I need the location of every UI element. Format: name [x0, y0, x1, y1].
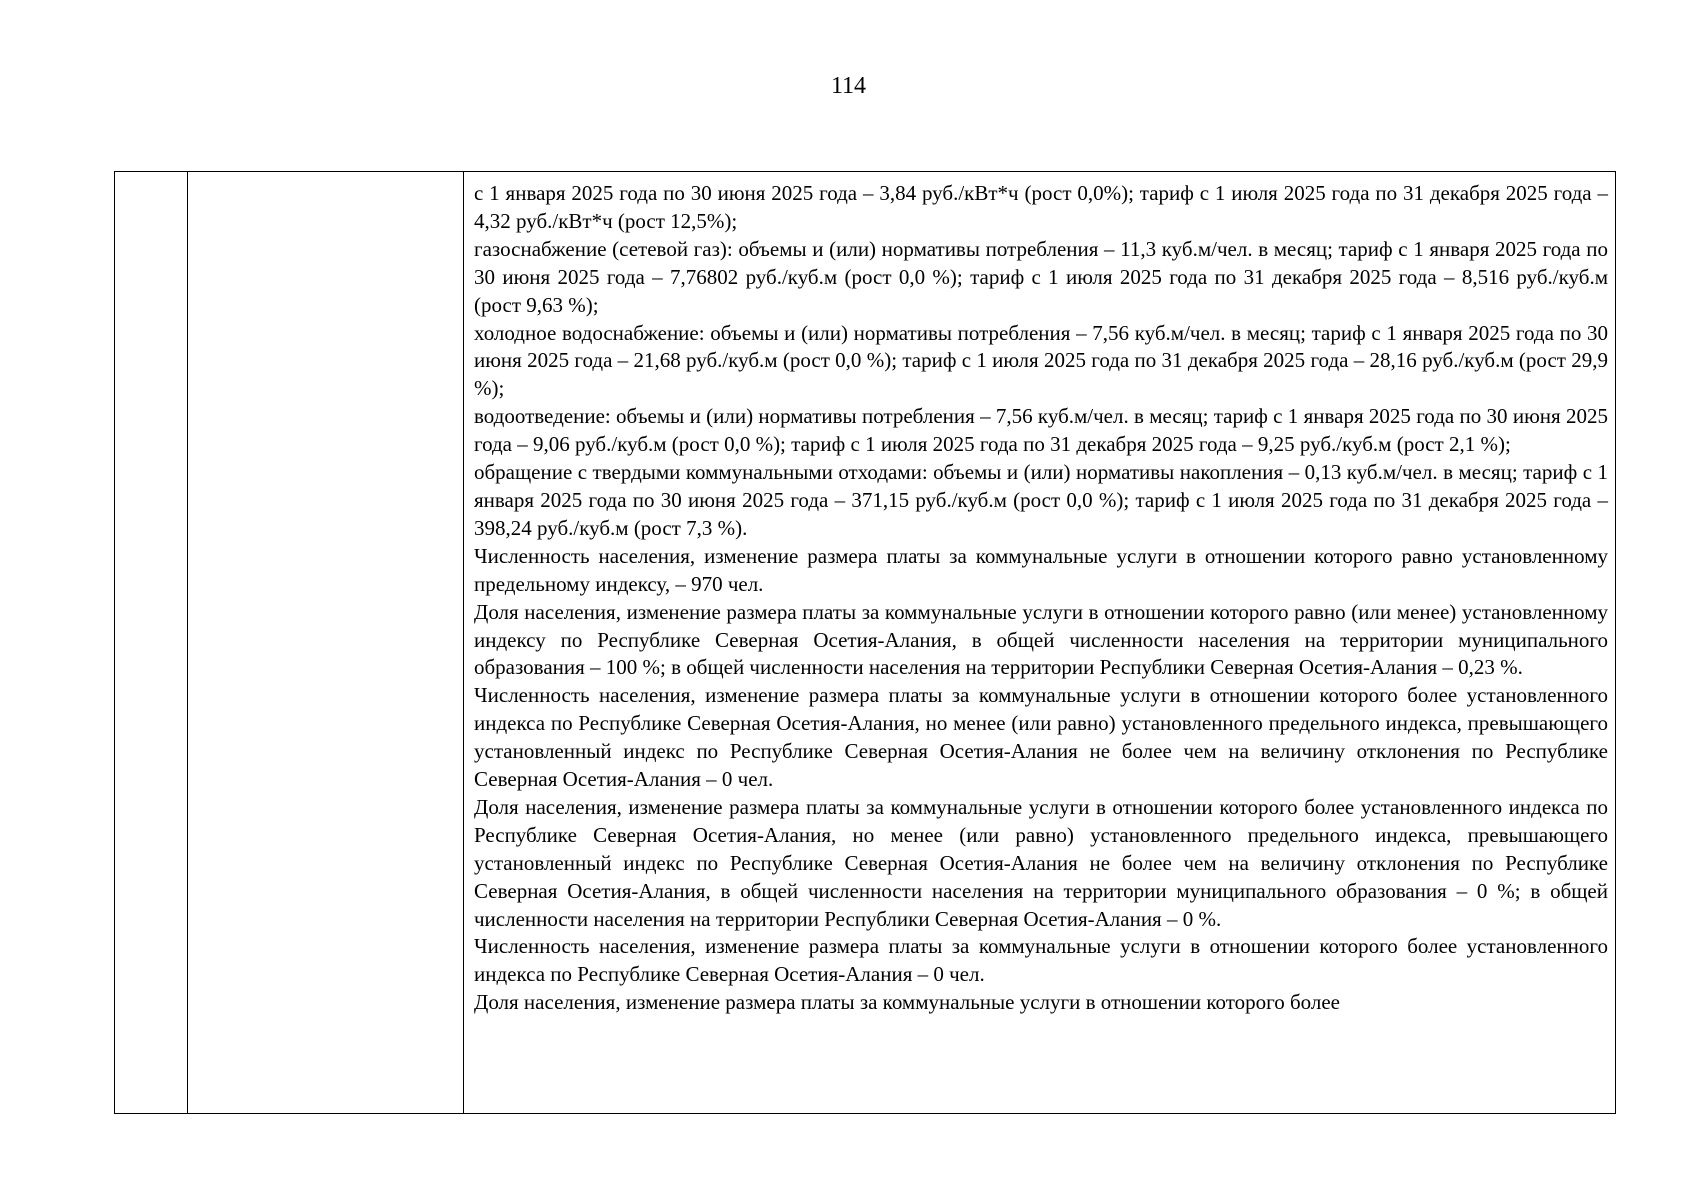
paragraph-share-above-index: Доля населения, изменение размера платы за коммунальные услуги в отношении которого более установленного индекса по Республике Северная Осетия-Алания, но менее (или равно) установленного предельного индекса, превышающего установленный индекс по Республике Северная Осетия-Алания не более чем на величину отклонения по Республике Северная Осетия-Алания, в общей численности населения на территории муниципального образования – 0 %; в общей численности населения на территории Республики Северная Осетия-Алания – 0 %.	[474, 794, 1608, 931]
paragraph-population-above-limit: Численность населения, изменение размера платы за коммунальные услуги в отношении которого более установленного индекса по Республике Северная Осетия-Алания – 0 чел.	[474, 934, 1608, 987]
paragraph-share-above-limit: Доля населения, изменение размера платы за коммунальные услуги в отношении которого более	[474, 990, 1341, 1015]
paragraph-cold-water: холодное водоснабжение: объемы и (или) нормативы потребления – 7,56 куб.м/чел. в месяц; тариф с 1 января 2025 года по 30 июня 2025 года – 21,68 руб./куб.м (рост 0,0 %); тариф с 1 июля 2025 года по 31 декабря 2025 года – 28,16 руб./куб.м (рост 29,9 %);	[474, 320, 1608, 401]
paragraph-share-equal-index: Доля населения, изменение размера платы за коммунальные услуги в отношении которого равно (или менее) установленному индексу по Республике Северная Осетия-Алания, в общей численности населения на территории муниципального образования – 100 %; в общей численности населения на территории Республики Северная Осетия-Алания – 0,23 %.	[474, 599, 1608, 680]
page-number: 114	[830, 73, 867, 99]
paragraph-population-above-index: Численность населения, изменение размера платы за коммунальные услуги в отношении которого более установленного индекса по Республике Северная Осетия-Алания, но менее (или равно) установленного предельного индекса, превышающего установленный индекс по Республике Северная Осетия-Алания не более чем на величину отклонения по Республике Северная Осетия-Алания – 0 чел.	[474, 683, 1608, 792]
row-name-cell	[188, 172, 464, 1114]
paragraph-electricity-tariff: с 1 января 2025 года по 30 июня 2025 года – 3,84 руб./кВт*ч (рост 0,0%); тариф с 1 июля 2025 года по 31 декабря 2025 года – 4,32 руб./кВт*ч (рост 12,5%);	[474, 181, 1608, 233]
row-number-cell	[115, 172, 188, 1114]
row-text-cell	[464, 172, 1616, 1114]
paragraph-solid-waste: обращение с твердыми коммунальными отходами: объемы и (или) нормативы накопления – 0,13 куб.м/чел. в месяц; тариф с 1 января 2025 года по 30 июня 2025 года – 371,15 руб./куб.м (рост 0,0 %); тариф с 1 июля 2025 года по 31 декабря 2025 года –398,24 руб./куб.м (рост 7,3 %).	[474, 460, 1608, 540]
paragraph-population-equal-index: Численность населения, изменение размера платы за коммунальные услуги в отношении которого равно установленному предельному индексу, – 970 чел.	[474, 543, 1608, 596]
table-row	[115, 172, 1616, 1114]
paragraph-gas-supply: газоснабжение (сетевой газ): объемы и (или) нормативы потребления – 11,3 куб.м/чел. в месяц; тариф с 1 января 2025 года по 30 июня 2025 года – 7,76802 руб./куб.м (рост 0,0 %); тариф с 1 июля 2025 года по 31 декабря 2025 года – 8,516 руб./куб.м (рост 9,63 %);	[474, 236, 1608, 317]
document-table	[114, 171, 1616, 1114]
text-block	[474, 180, 1608, 1017]
paragraph-wastewater: водоотведение: объемы и (или) нормативы потребления – 7,56 куб.м/чел. в месяц; тариф с 1 января 2025 года по 30 июня 2025 года – 9,06 руб./куб.м (рост 0,0 %); тариф с 1 июля 2025 года по 31 декабря 2025 года – 9,25 руб./куб.м (рост 2,1 %);	[474, 404, 1608, 457]
